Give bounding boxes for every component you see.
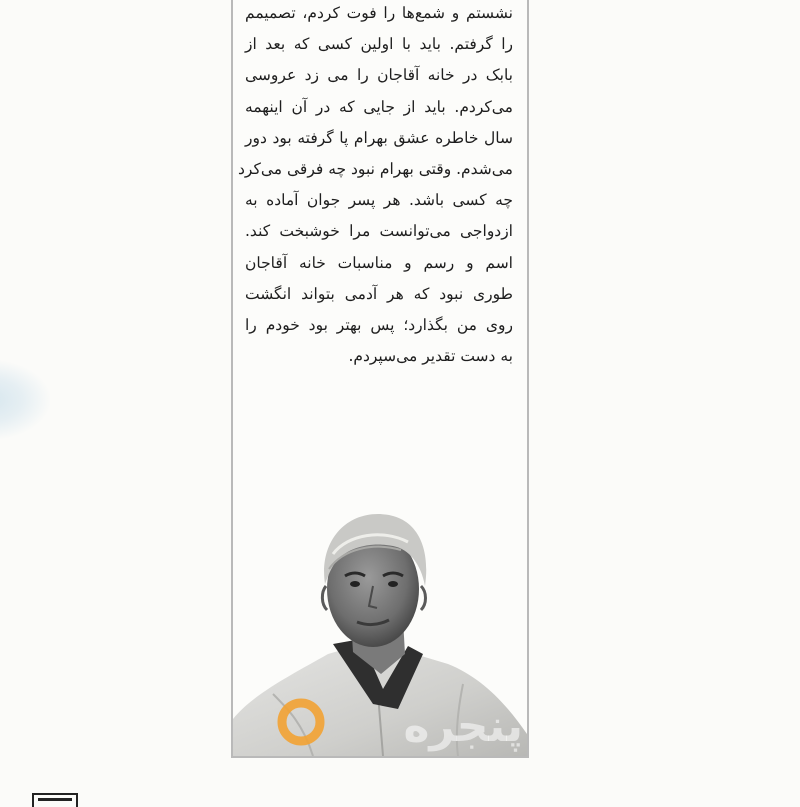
publisher-watermark (277, 698, 527, 752)
article-line: روی من بگذارد؛ پس بهتر بود خودم را (245, 316, 513, 335)
article-line: می‌کردم. باید از جایی که در آن اینهمه (245, 97, 513, 116)
article-line: سال خاطره عشق بهرام پا گرفته بود دور (245, 128, 513, 147)
article-line: چه کسی باشد. هر پسر جوان آماده به (245, 191, 513, 210)
corner-logo-icon (32, 793, 78, 807)
article-line: بابک در خانه آقاجان را می زد عروسی (245, 66, 513, 85)
article-line: نشستم و شمع‌ها را فوت کردم، تصمیمم (245, 4, 513, 22)
article-line: طوری نبود که هر آدمی بتواند انگشت (245, 284, 513, 303)
article-line: اسم و رسم و مناسبات خانه آقاجان (245, 253, 513, 272)
article-line: را گرفتم. باید با اولین کسی که بعد از (245, 35, 513, 54)
watermark-logo-icon (277, 698, 337, 748)
article-line: ازدواجی می‌توانست مرا خوشبخت کند. (245, 222, 513, 241)
watermark-text: پنجره (403, 701, 523, 752)
article-line: می‌شدم. وقتی بهرام نبود چه فرقی می‌کرد (238, 160, 513, 179)
cloud-decoration (0, 360, 50, 440)
article-column (231, 0, 529, 758)
article-line: به دست تقدیر می‌سپردم. (348, 347, 513, 366)
article-body (238, 0, 513, 372)
